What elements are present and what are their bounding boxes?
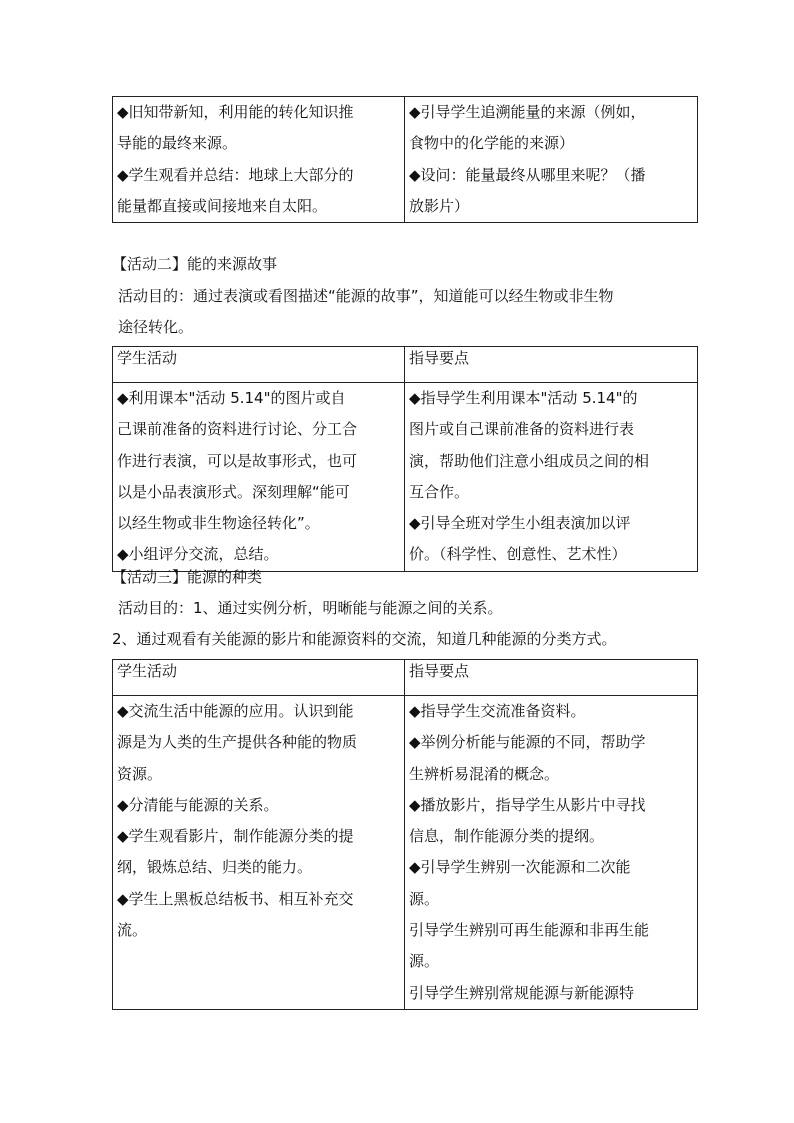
- text-line: 能量都直接或间接地来自太阳。: [117, 196, 328, 215]
- table-header-row: [113, 347, 698, 383]
- text-line: 以是小品表演形式。深刻理解“能可: [117, 482, 350, 501]
- text-line: ◆交流生活中能源的应用。认识到能: [117, 702, 354, 720]
- text-line: ◆引导学生追溯能量的来源（例如，: [409, 103, 646, 121]
- text-line: 生辨析易混淆的概念。: [409, 764, 560, 783]
- text-line: ◆分清能与能源的关系。: [117, 795, 279, 814]
- text-line: 作进行表演，可以是故事形式，也可: [117, 451, 358, 470]
- activity-three-heading: 【活动三】能源的种类: [112, 568, 263, 586]
- text-line: 2、通过观看有关能源的影片和能源资料的交流，知道几种能源的分类方式。: [112, 630, 617, 649]
- text-line: 己课前准备的资料进行讨论、分工合: [117, 420, 358, 439]
- text-line: 以经生物或非生物途径转化”。: [117, 514, 320, 533]
- guidance-cell: [405, 97, 698, 223]
- header-guidance: 指导要点: [405, 660, 698, 696]
- student-activity-cell: [113, 696, 405, 1010]
- text-line: 纲，锻炼总结、归类的能力。: [117, 858, 313, 877]
- text-line: 源是为人类的生产提供各种能的物质: [117, 733, 358, 752]
- text-line: ◆设问：能量最终从哪里来呢？（播: [409, 165, 646, 184]
- text-line: ◆学生观看并总结：地球上大部分的: [117, 165, 354, 184]
- text-line: 食物中的化学能的来源）: [409, 134, 575, 153]
- text-line: ◆学生观看影片，制作能源分类的提: [117, 827, 354, 846]
- table-header-row: [113, 660, 698, 696]
- text-line: 互合作。: [409, 482, 470, 501]
- text-line: ◆小组评分交流，总结。: [117, 545, 279, 564]
- text-line: 引导学生辨别可再生能源和非再生能: [409, 921, 650, 940]
- text-line: 源。: [409, 889, 440, 908]
- text-line: 价。（科学性、创意性、艺术性）: [409, 545, 627, 564]
- text-line: 放影片）: [409, 196, 470, 215]
- activity-three-table: [112, 659, 698, 1010]
- header-guidance: 指导要点: [405, 347, 698, 383]
- text-line: 信息，制作能源分类的提纲。: [409, 827, 605, 846]
- text-line: 流。: [117, 921, 148, 940]
- text-line: ◆学生上黑板总结板书、相互补充交: [117, 889, 354, 908]
- table-row: [113, 383, 698, 572]
- text-line: 活动目的：通过表演或看图描述“能源的故事”，知道能可以经生物或非生物: [118, 287, 614, 305]
- table-row: [113, 97, 698, 223]
- text-line: ◆指导学生交流准备资料。: [409, 702, 586, 720]
- text-line: ◆指导学生利用课本"活动 5.14"的: [409, 389, 638, 407]
- text-line: 演，帮助他们注意小组成员之间的相: [409, 451, 650, 470]
- text-line: ◆播放影片，指导学生从影片中寻找: [409, 795, 646, 814]
- activity-three-purpose: [112, 593, 698, 656]
- activity-two-heading: 【活动二】能的来源故事: [112, 255, 278, 273]
- text-line: ◆引导学生辨别一次能源和二次能: [409, 858, 631, 877]
- text-line: 导能的最终来源。: [117, 134, 238, 153]
- header-student-activity: 学生活动: [113, 660, 405, 696]
- text-line: ◆举例分析能与能源的不同，帮助学: [409, 733, 646, 752]
- text-line: ◆旧知带新知，利用能的转化知识推: [117, 103, 354, 121]
- student-activity-cell: [113, 383, 405, 572]
- text-line: 源。: [409, 952, 440, 971]
- activity-two-purpose: [118, 281, 698, 344]
- table-row: [113, 696, 698, 1010]
- header-student-activity: 学生活动: [113, 347, 405, 383]
- text-line: 引导学生辨别常规能源与新能源特: [409, 983, 635, 1002]
- text-line: 资源。: [117, 764, 163, 783]
- text-line: 活动目的：1、通过实例分析，明晰能与能源之间的关系。: [118, 599, 503, 617]
- guidance-cell: [405, 696, 698, 1010]
- text-line: 途径转化。: [118, 318, 194, 337]
- text-line: ◆引导全班对学生小组表演加以评: [409, 514, 631, 533]
- activity-one-table: [112, 96, 698, 223]
- activity-two-table: [112, 346, 698, 572]
- guidance-cell: [405, 383, 698, 572]
- text-line: 图片或自己课前准备的资料进行表: [409, 420, 635, 439]
- student-activity-cell: [113, 97, 405, 223]
- text-line: ◆利用课本"活动 5.14"的图片或自: [117, 389, 346, 407]
